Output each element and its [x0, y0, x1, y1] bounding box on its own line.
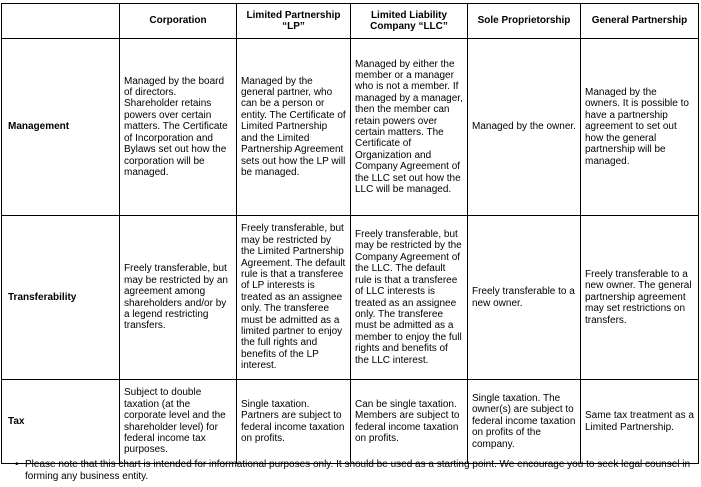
table-cell: Freely transferable, but may be restricted by an agreement among shareholders and/or by a legend restricting transfers. [120, 216, 237, 380]
table-cell: Same tax treatment as a Limited Partnership. [581, 380, 699, 464]
row-label-transferability: Transferability [2, 216, 120, 380]
header-corner [2, 4, 120, 39]
header-corporation: Corporation [120, 4, 237, 39]
header-general-partnership: General Partnership [581, 4, 699, 39]
table-cell: Managed by either the member or a manager who is not a member. If managed by a manager, then the member can retain powers over certain matters. The Certificate of Organization and Company Agreement of the LLC set out how the LLC will be managed. [351, 39, 468, 216]
disclaimer-text: Please note that this chart is intended for informational purposes only. It should be used as a starting point. We encourage you to seek legal counsel in forming any business entity. [25, 459, 691, 482]
entity-comparison-table [1, 3, 699, 464]
table-cell: Freely transferable to a new owner. The general partnership agreement may set restrictions on transfers. [581, 216, 699, 380]
header-limited-partnership: Limited Partnership “LP” [237, 4, 351, 39]
table-cell: Freely transferable, but may be restricted by the Company Agreement of the LLC. The default rule is that a transferee of LLC interests is treated as an assignee only. The transferee must be admitted as a member to enjoy the full rights and benefits of the LLC interest. [351, 216, 468, 380]
table-cell: Single taxation. Partners are subject to federal income taxation on profits. [237, 380, 351, 464]
table-cell: Managed by the board of directors. Shareholder retains powers over certain matters. The Certificate of Incorporation and Bylaws set out how the corporation will be managed. [120, 39, 237, 216]
table-cell: Freely transferable to a new owner. [468, 216, 581, 380]
table-cell: Subject to double taxation (at the corporate level and the shareholder level) for federal income tax purposes. [120, 380, 237, 464]
table-cell: Managed by the owners. It is possible to have a partnership agreement to set out how the general partnership will be managed. [581, 39, 699, 216]
table-cell: Managed by the general partner, who can be a person or entity. The Certificate of Limited Partnership and the Limited Partnership Agreement sets out how the LP will be managed. [237, 39, 351, 216]
table-row [2, 380, 699, 464]
header-row [2, 4, 699, 39]
table-cell: Freely transferable, but may be restricted by the Limited Partnership Agreement. The default rule is that a transferee of LP interests is treated as an assignee only. The transferee must be admitted as a limited partner to enjoy the full rights and benefits of the LP interest. [237, 216, 351, 380]
row-label-management: Management [2, 39, 120, 216]
bullet-icon: • [15, 459, 19, 470]
table-cell: Managed by the owner. [468, 39, 581, 216]
table-row [2, 39, 699, 216]
table-cell: Single taxation. The owner(s) are subject to federal income taxation on profits of the company. [468, 380, 581, 464]
row-label-tax: Tax [2, 380, 120, 464]
table-row [2, 216, 699, 380]
disclaimer-note [4, 459, 698, 483]
header-sole-proprietorship: Sole Proprietorship [468, 4, 581, 39]
table-cell: Can be single taxation. Members are subject to federal income taxation on profits. [351, 380, 468, 464]
header-llc: Limited Liability Company “LLC” [351, 4, 468, 39]
